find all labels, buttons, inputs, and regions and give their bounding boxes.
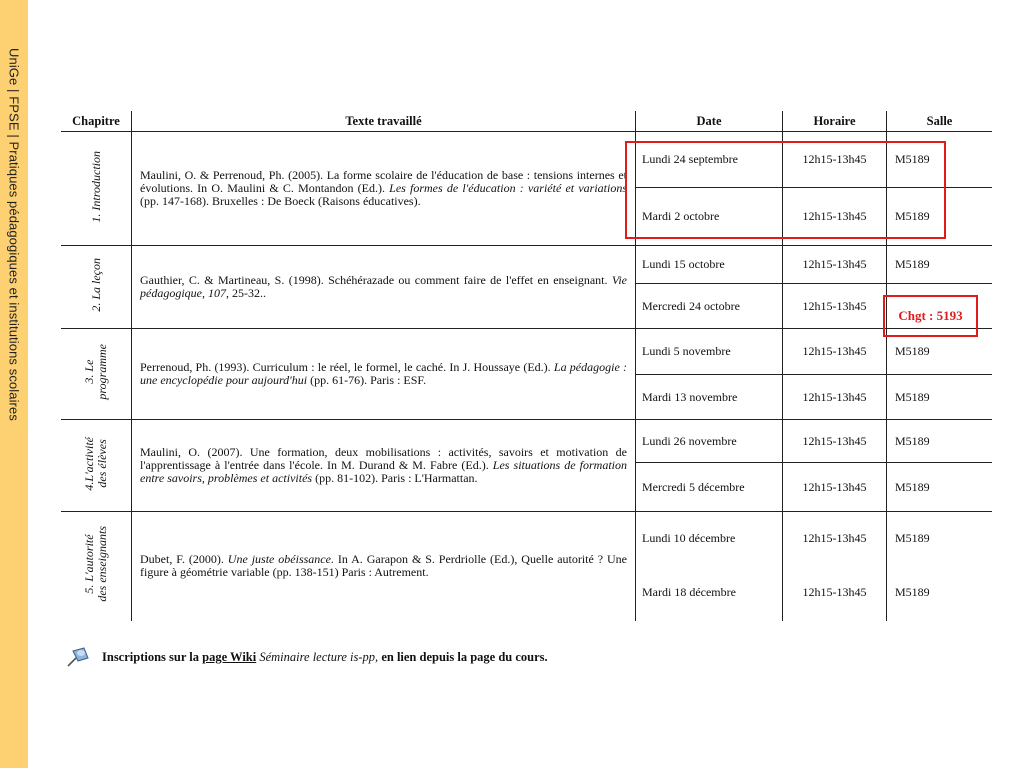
wiki-link[interactable]: page Wiki	[202, 649, 257, 664]
date-cell: Mardi 2 octobre	[636, 188, 783, 246]
reading-cell: Maulini, O. & Perrenoud, Ph. (2005). La forme scolaire de l'éducation de base : tensions internes et évolutions. In O. Maulini & C. Montandon (Ed.). Les formes de l'éducation : variété et variations (pp. 147-168). Bruxelles : De Boeck (Raisons éducatives).	[132, 132, 636, 246]
date-cell: Lundi 5 novembre	[636, 329, 783, 375]
horaire-cell: 12h15-13h45	[783, 512, 887, 565]
date-cell: Mardi 13 novembre	[636, 375, 783, 420]
highlight-box	[625, 141, 946, 239]
horaire-cell: 12h15-13h45	[783, 420, 887, 463]
table-row	[61, 512, 992, 565]
header-chapitre: Chapitre	[61, 111, 132, 132]
salle-cell: M5189	[887, 132, 993, 188]
salle-cell: M5189	[887, 420, 993, 463]
horaire-cell: 12h15-13h45	[783, 463, 887, 512]
date-cell: Mardi 18 décembre	[636, 565, 783, 621]
table-row	[61, 246, 992, 284]
salle-cell: M5189	[887, 188, 993, 246]
chapter-cell	[61, 329, 132, 420]
salle-cell: M5189	[895, 530, 930, 545]
chapter-label: 1. Introduction	[88, 150, 103, 223]
horaire-cell: 12h15-13h45	[783, 565, 887, 621]
chapter-label: 3. Le programme	[82, 344, 109, 400]
footer-prefix: Inscriptions sur la	[102, 649, 200, 664]
chapter-cell	[61, 420, 132, 512]
reading-cell: Perrenoud, Ph. (1993). Curriculum : le réel, le formel, le caché. In J. Houssaye (Ed.). La pédagogie : une encyclopédie pour aujourd'hui (pp. 61-76). Paris : ESF.	[132, 329, 636, 420]
header-horaire: Horaire	[783, 111, 887, 132]
footer-seminar: Séminaire lecture is-pp,	[259, 649, 379, 664]
date-cell: Lundi 15 octobre	[636, 246, 783, 284]
header-date: Date	[636, 111, 783, 132]
date-cell: Lundi 24 septembre	[636, 132, 783, 188]
salle-cell: M5189	[887, 329, 993, 375]
date-cell: Lundi 10 décembre	[636, 512, 783, 565]
horaire-cell: 12h15-13h45	[783, 329, 887, 375]
horaire-cell: 12h15-13h45	[783, 375, 887, 420]
footer-suffix: en lien depuis la page du cours.	[381, 649, 548, 664]
chapter-label: 5. L'autorité des enseignants	[82, 526, 109, 603]
footer-note	[64, 645, 548, 669]
horaire-cell: 12h15-13h45	[783, 284, 887, 329]
table-header-row	[61, 111, 992, 132]
header-texte: Texte travaillé	[132, 111, 636, 132]
sidebar-title: UniGe | FPSE | Pratiques pédagogiques et institutions scolaires	[6, 48, 22, 421]
chapter-cell	[61, 132, 132, 246]
horaire-cell: 12h15-13h45	[783, 188, 887, 246]
date-cell: Lundi 26 novembre	[636, 420, 783, 463]
chapter-cell	[61, 512, 132, 621]
chapter-label: 2. La leçon	[88, 258, 103, 312]
table-row	[61, 329, 992, 375]
table-row	[61, 420, 992, 463]
reading-cell: Gauthier, C. & Martineau, S. (1998). Schéhérazade ou comment faire de l'effet en enseignant. Vie pédagogique, 107, 25-32..	[132, 246, 636, 329]
salle-cell: M5189	[887, 246, 993, 284]
header-salle: Salle	[887, 111, 993, 132]
sidebar	[0, 0, 28, 768]
salle-cell: M5189	[887, 375, 993, 420]
salle-cell: M5189	[887, 463, 993, 512]
horaire-cell: 12h15-13h45	[783, 246, 887, 284]
pushpin-icon	[64, 645, 92, 669]
date-cell: Mercredi 24 octobre	[636, 284, 783, 329]
date-cell: Mercredi 5 décembre	[636, 463, 783, 512]
chapter-cell	[61, 246, 132, 329]
room-change-note: Chgt : 5193	[883, 295, 978, 337]
chapter-label: 4.L'activité des élèves	[82, 436, 109, 491]
reading-cell: Maulini, O. (2007). Une formation, deux mobilisations : activités, savoirs et motivation de l'apprentissage à l'entrée dans l'école. In M. Durand & M. Fabre (Ed.). Les situations de formation entre savoirs, problèmes et activités (pp. 81-102). Paris : L'Harmattan.	[132, 420, 636, 512]
reading-cell: Dubet, F. (2000). Une juste obéissance. In A. Garapon & S. Perdriolle (Ed.), Quelle autorité ? Une figure à géométrie variable (pp. 138-151) Paris : Autrement.	[132, 512, 636, 621]
horaire-cell: 12h15-13h45	[783, 132, 887, 188]
salle-cell: M5189	[895, 585, 930, 599]
